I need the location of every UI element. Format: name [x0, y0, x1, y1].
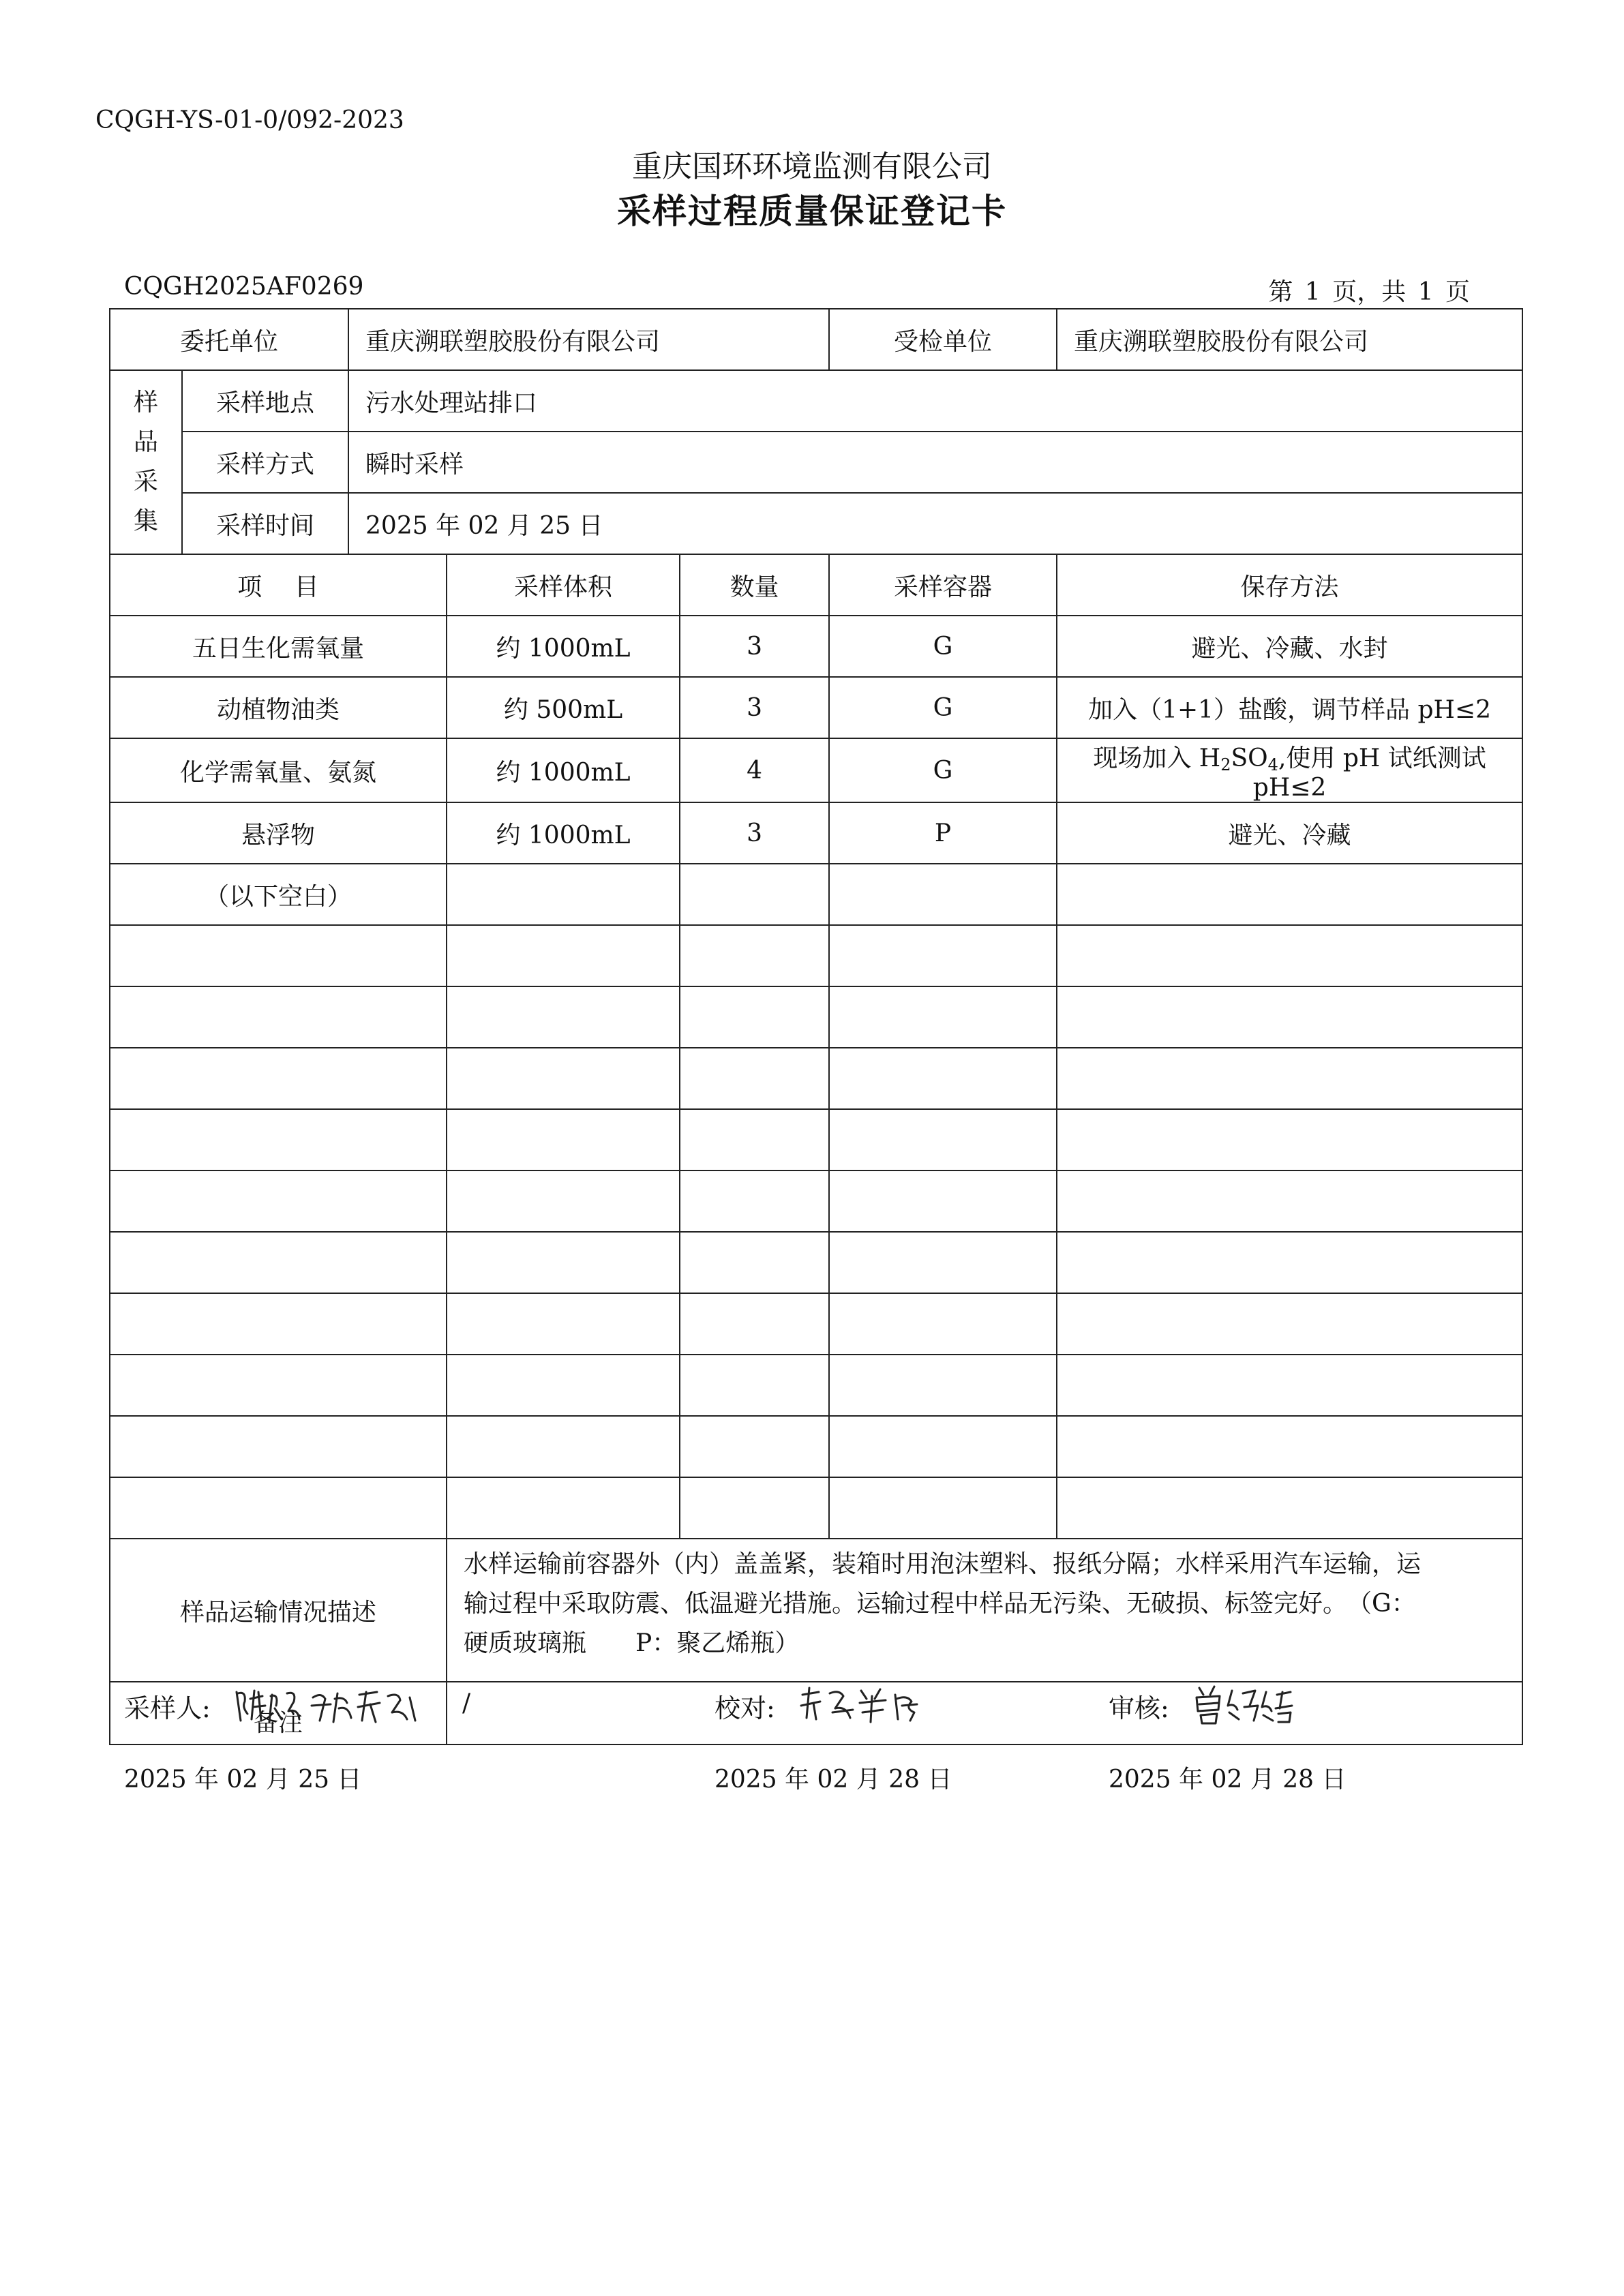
- checker-signature: [796, 1678, 925, 1733]
- item-quantity: 4: [680, 738, 829, 802]
- client-value: 重庆溯联塑胶股份有限公司: [348, 309, 829, 370]
- page-info: 第 1 页，共 1 页: [1268, 278, 1470, 306]
- serial-number: CQGH2025AF0269: [124, 273, 364, 301]
- sampling-section-label: 样 品 采 集: [110, 370, 182, 554]
- transport-label: 样品运输情况描述: [110, 1539, 447, 1682]
- sampling-method-row: [110, 432, 1522, 493]
- item-container: G: [829, 616, 1057, 677]
- sampling-location-row: [110, 370, 1522, 432]
- empty-row: [110, 1170, 1522, 1232]
- empty-row: [110, 1109, 1522, 1170]
- checker-date: 2025 年 02 月 28 日: [715, 1766, 952, 1794]
- header-volume: 采样体积: [447, 554, 680, 616]
- header-container: 采样容器: [829, 554, 1057, 616]
- client-row: [110, 309, 1522, 370]
- item-volume: 约 500mL: [447, 677, 680, 738]
- sampler-signature: [231, 1678, 436, 1733]
- item-name: 动植物油类: [110, 677, 447, 738]
- table-row: [110, 802, 1522, 864]
- empty-row: [110, 1477, 1522, 1539]
- header-quantity: 数量: [680, 554, 829, 616]
- header-item: 项 目: [110, 554, 447, 616]
- page-title: 采样过程质量保证登记卡: [617, 191, 1007, 231]
- item-volume: 约 1000mL: [447, 738, 680, 802]
- transport-row: [110, 1539, 1522, 1682]
- sampling-method-label: 采样方式: [182, 432, 348, 493]
- item-preservation: 加入（1+1）盐酸，调节样品 pH≤2: [1057, 677, 1522, 738]
- empty-row: [110, 1355, 1522, 1416]
- reviewer-date: 2025 年 02 月 28 日: [1109, 1766, 1347, 1794]
- inspected-value: 重庆溯联塑胶股份有限公司: [1057, 309, 1522, 370]
- inspected-label: 受检单位: [829, 309, 1057, 370]
- sampling-time-label: 采样时间: [182, 493, 348, 554]
- item-preservation: 避光、冷藏、水封: [1057, 616, 1522, 677]
- table-row: [110, 864, 1522, 925]
- reviewer-label: 审核:: [1109, 1693, 1169, 1723]
- sampling-location-label: 采样地点: [182, 370, 348, 432]
- item-name: 五日生化需氧量: [110, 616, 447, 677]
- remarks-label: 备注: [110, 1682, 447, 1744]
- client-label: 委托单位: [110, 309, 348, 370]
- item-container: P: [829, 802, 1057, 864]
- document-code: CQGH-YS-01-0/092-2023: [95, 106, 404, 134]
- checker-label: 校对:: [715, 1693, 775, 1723]
- reviewer-signature-block: [1109, 1678, 1299, 1733]
- remarks-value: /: [447, 1682, 1522, 1744]
- table-row: [110, 616, 1522, 677]
- empty-row: [110, 1416, 1522, 1477]
- checker-signature-block: [715, 1678, 925, 1733]
- item-quantity: 3: [680, 616, 829, 677]
- empty-row: [110, 1232, 1522, 1293]
- sampler-date: 2025 年 02 月 25 日: [124, 1766, 362, 1794]
- item-volume: 约 1000mL: [447, 616, 680, 677]
- table-row: [110, 677, 1522, 738]
- sampler-signature-block: [124, 1678, 436, 1733]
- sampling-time-value: 2025 年 02 月 25 日: [348, 493, 1522, 554]
- sampling-location-value: 污水处理站排口: [348, 370, 1522, 432]
- sampling-time-row: [110, 493, 1522, 554]
- item-preservation: 避光、冷藏: [1057, 802, 1522, 864]
- blank-note: （以下空白）: [110, 864, 447, 925]
- item-container: G: [829, 738, 1057, 802]
- sampling-method-value: 瞬时采样: [348, 432, 1522, 493]
- item-preservation: 现场加入 $H_2SO_4$,使用 pH 试纸测试 pH≤2: [1057, 738, 1522, 802]
- sampler-label: 采样人:: [124, 1693, 211, 1723]
- item-name: 化学需氧量、氨氮: [110, 738, 447, 802]
- empty-row: [110, 925, 1522, 986]
- item-quantity: 3: [680, 802, 829, 864]
- registration-table: [109, 308, 1523, 1745]
- reviewer-signature: [1190, 1678, 1299, 1733]
- transport-description: 水样运输前容器外（内）盖盖紧，装箱时用泡沫塑料、报纸分隔；水样采用汽车运输，运 输过程中采取防震、低温避光措施。运输过程中样品无污染、无破损、标签完好。 （G： 硬质玻璃瓶 P：聚乙烯瓶）: [447, 1539, 1522, 1682]
- item-volume: 约 1000mL: [447, 802, 680, 864]
- table-row: [110, 738, 1522, 802]
- items-header-row: [110, 554, 1522, 616]
- empty-row: [110, 1048, 1522, 1109]
- company-name: 重庆国环环境监测有限公司: [632, 149, 992, 184]
- item-name: 悬浮物: [110, 802, 447, 864]
- item-quantity: 3: [680, 677, 829, 738]
- empty-row: [110, 1293, 1522, 1355]
- header-preservation: 保存方法: [1057, 554, 1522, 616]
- empty-row: [110, 986, 1522, 1048]
- item-container: G: [829, 677, 1057, 738]
